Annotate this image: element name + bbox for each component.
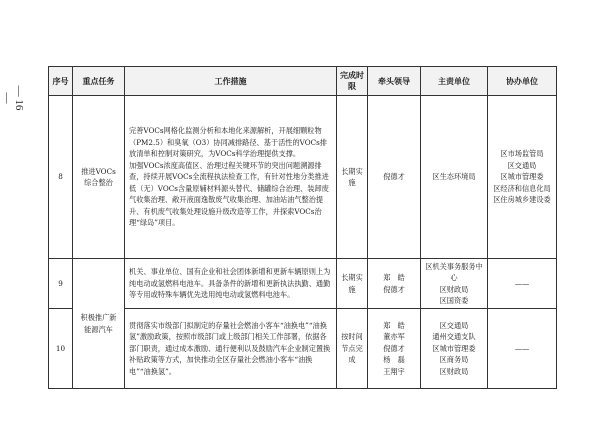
header-leader: 牵头领导 <box>368 67 421 96</box>
lead-unit: 区财政局 <box>439 284 469 294</box>
assist-unit: 区交通局 <box>507 160 537 170</box>
lead-unit-cell <box>421 96 488 259</box>
header-assist-unit: 协办单位 <box>488 67 557 96</box>
header-no: 序号 <box>49 67 73 96</box>
assist-unit: 区市场监管局 <box>500 149 544 159</box>
lead-unit-cell <box>421 309 488 389</box>
leaders-cell <box>368 309 421 389</box>
header-deadline: 完成时限 <box>337 67 368 96</box>
page-number: — 16 — <box>1 85 25 111</box>
header-task: 重点任务 <box>73 67 125 96</box>
lead-unit-cell <box>421 259 488 309</box>
assist-unit: 区住房城乡建设委 <box>493 195 551 205</box>
assist-units-cell: —— <box>488 309 557 389</box>
leader-name: 倪德才 <box>383 284 405 294</box>
leader-name: 郑 皓 <box>383 273 405 282</box>
task-table <box>48 66 557 389</box>
leader-name: 董亦军 <box>383 332 405 342</box>
lead-unit: 通州交通支队 <box>432 332 476 342</box>
task-name: 推进VOCs综合整治 <box>73 96 125 259</box>
deadline: 长期实施 <box>337 96 368 259</box>
assist-units-cell <box>488 96 557 259</box>
leader-name: 王翔宇 <box>383 366 405 376</box>
leader-name: 倪德才 <box>383 172 405 182</box>
measure-paragraph: 完善VOCs网格化监测分析和本地化来源解析，开展细颗粒物（PM2.5）和臭氧（O3）协同减排路径、基于活性的VOCs排放清单和控制对策研究，为VOCs科学治理提供支撑。 <box>129 126 327 159</box>
measures-cell <box>125 309 337 389</box>
measure-paragraph: 加强VOCs浓度高值区、治理过程关键环节的突出问题溯源排查，持续开展VOCs全流程执法检查工作，有针对性地分类推进低（无）VOCs含量原辅材料源头替代、储罐综合治理、装卸废气收集治理、敞开液面逸散废气收集治理、加油站油气整治提升、有机废气收集处理设施升级改造等工作，并探索VOCs治理“绿岛”项目。 <box>129 160 329 228</box>
leaders-cell <box>368 96 421 259</box>
assist-unit: 区城市管理委 <box>500 172 544 182</box>
row-number: 8 <box>49 96 73 259</box>
header-measures: 工作措施 <box>125 67 337 96</box>
deadline: 长期实施 <box>337 259 368 309</box>
table-row <box>49 309 557 389</box>
measure-paragraph: 机关、事业单位、国有企业和社会团体新增和更新车辆原则上为纯电动或氢燃料电池车。具备条件的新增和更新执法执勤、通勤等专用或特殊车辆优先选用纯电动或氢燃料电池车。 <box>129 267 331 300</box>
row-number: 10 <box>49 309 73 389</box>
table-row <box>49 259 557 309</box>
measures-cell <box>125 259 337 309</box>
assist-unit: 区经济和信息化局 <box>493 183 551 193</box>
header-lead-unit: 主责单位 <box>421 67 488 96</box>
lead-unit: 区商务局 <box>439 355 469 365</box>
lead-unit: 区生态环境局 <box>432 172 476 182</box>
leader-name: 杨 磊 <box>383 355 405 365</box>
lead-unit: 区城市管理委 <box>432 343 476 353</box>
deadline: 按时间节点完成 <box>337 309 368 389</box>
table-header-row <box>49 67 557 96</box>
lead-unit: 区国资委 <box>439 296 469 305</box>
lead-unit: 区财政局 <box>439 366 469 376</box>
assist-units-cell: —— <box>488 259 557 309</box>
lead-unit: 区机关事务服务中心 <box>425 261 483 282</box>
measures-cell <box>125 96 337 259</box>
leader-name: 郑 皓 <box>383 320 405 330</box>
task-name: 积极推广新能源汽车 <box>73 259 125 389</box>
table-row <box>49 96 557 259</box>
row-number: 9 <box>49 259 73 309</box>
leader-name: 倪德才 <box>383 343 405 353</box>
leaders-cell <box>368 259 421 309</box>
measure-paragraph: 贯彻落实市级部门拟制定的存量社会燃油小客车“油换电”“油换氢”激励政策，按照市级部门或上级部门相关工作部署，依据各部门职责，通过成本激励、通行便利以及鼓励汽车企业制定置换补贴政策等方式，加快推动全区存量社会燃油小客车“油换电”“油换氢”。 <box>129 320 331 376</box>
lead-unit: 区交通局 <box>439 320 469 330</box>
